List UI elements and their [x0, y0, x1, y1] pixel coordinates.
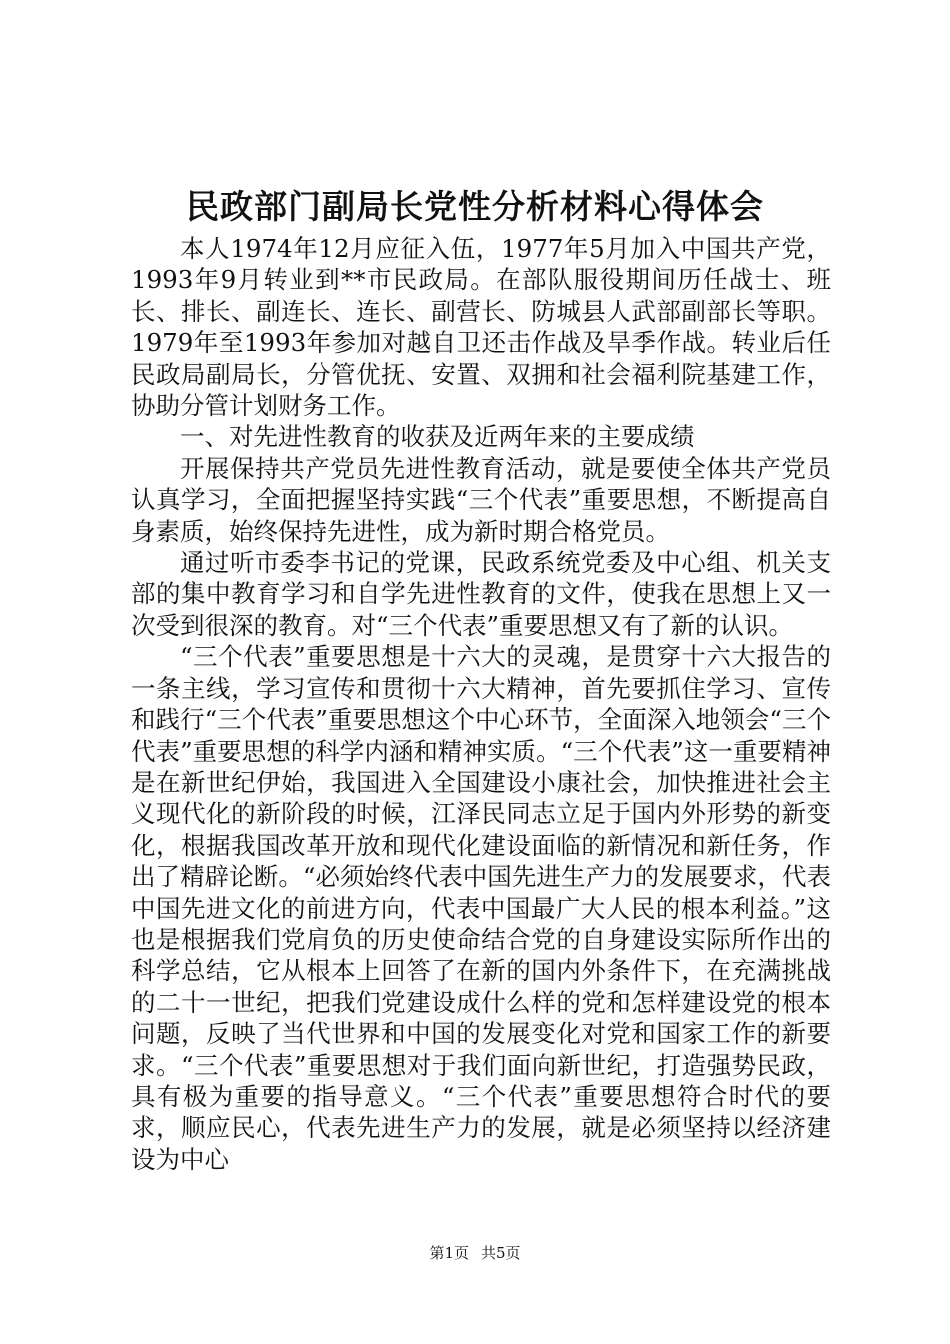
paragraph: “三个代表”重要思想是十六大的灵魂，是贯穿十六大报告的一条主线，学习宣传和贯彻十六大精神，首先要抓住学习、宣传和践行“三个代表”重要思想这个中心环节，全面深入地领会“三个代表”重要思想的科学内涵和精神实质。“三个代表”这一重要精神是在新世纪伊始，我国进入全国建设小康社会，加快推进社会主义现代化的新阶段的时候，江泽民同志立足于国内外形势的新变化，根据我国改革开放和现代化建设面临的新情况和新任务，作出了精辟论断。“必须始终代表中国先进生产力的发展要求，代表中国先进文化的前进方向，代表中国最广大人民的根本利益。”这也是根据我们党肩负的历史使命结合党的自身建设实际所作出的科学总结，它从根本上回答了在新的国内外条件下，在充满挑战的二十一世纪，把我们党建设成什么样的党和怎样建设党的根本问题，反映了当代世界和中国的发展变化对党和国家工作的新要求。“三个代表”重要思想对于我们面向新世纪，打造强势民政，具有极为重要的指导意义。“三个代表”重要思想符合时代的要求，顺应民心，代表先进生产力的发展，就是必须坚持以经济建设为中心 [131, 642, 831, 1174]
document-body [131, 233, 831, 1175]
paragraph: 开展保持共产党员先进性教育活动，就是要使全体共产党员认真学习，全面把握坚持实践“三个代表”重要思想，不断提高自身素质，始终保持先进性，成为新时期合格党员。 [131, 453, 831, 546]
page-footer [0, 1243, 950, 1263]
paragraph-intro: 本人1974年12月应征入伍，1977年5月加入中国共产党，1993年9月转业到**市民政局。在部队服役期间历任战士、班长、排长、副连长、连长、副营长、防城县人武部副部长等职。1979年至1993年参加对越自卫还击作战及旱季作战。转业后任民政局副局长，分管优抚、安置、双拥和社会福利院基建工作，协助分管计划财务工作。 [131, 234, 831, 421]
page-total: 共5页 [481, 1244, 521, 1262]
document-title: 民政部门副局长党性分析材料心得体会 [186, 187, 764, 226]
section-heading: 一、对先进性教育的收获及近两年来的主要成绩 [180, 422, 695, 452]
paragraph: 通过听市委李书记的党课，民政系统党委及中心组、机关支部的集中教育学习和自学先进性教育的文件，使我在思想上又一次受到很深的教育。对“三个代表”重要思想又有了新的认识。 [131, 548, 831, 640]
page-number: 第1页 [429, 1244, 469, 1262]
